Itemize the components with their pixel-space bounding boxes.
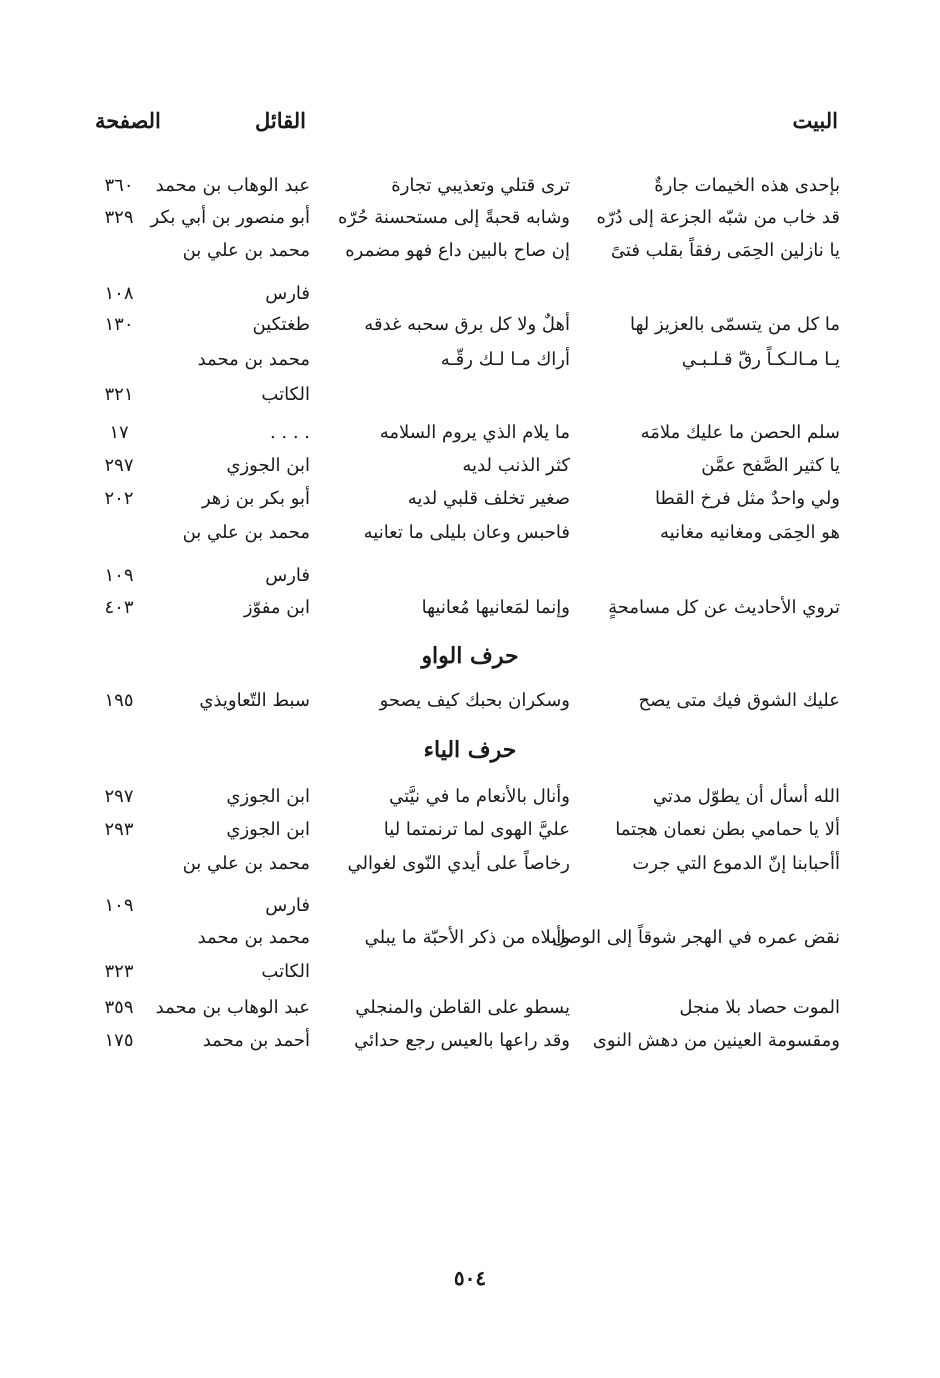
page-number: ٣٢٩ [104, 207, 134, 228]
index-row [0, 815, 940, 845]
index-row [0, 345, 940, 375]
page-number: ١٠٩ [104, 895, 134, 916]
page-number: ٢٩٧ [104, 455, 134, 476]
verse-first-hemistich: أأحبابنا إنّ الدموع التي جرت [632, 853, 840, 874]
index-row [0, 203, 940, 233]
speaker-name: محمد بن علي بن [182, 522, 310, 543]
speaker-name: محمد بن محمد [197, 927, 310, 948]
verse-second-hemistich: وأنال بالأنعام ما في نيَّتي [389, 786, 570, 807]
verse-first-hemistich: سلم الحصن ما عليك ملامَه [640, 422, 840, 443]
header-speaker: القائل [255, 108, 307, 133]
verse-second-hemistich: وأبلاه من ذكر الأحبّة ما يبلي [364, 927, 570, 948]
verse-second-hemistich: رخاصاً على أيدي النّوى لغوالي [347, 853, 570, 874]
verse-first-hemistich: عليك الشوق فيك متى يصح [638, 690, 840, 711]
verse-second-hemistich: صغير تخلف قلبي لديه [407, 488, 570, 509]
index-row [0, 380, 940, 410]
speaker-name: أبو بكر بن زهر [201, 488, 310, 509]
index-row [0, 993, 940, 1023]
verse-first-hemistich: يا كثير الصَّفح عمَّن [701, 455, 840, 476]
verse-second-hemistich: إن صاح بالبين داع فهو مضمره [345, 240, 570, 261]
page-number: ١٣٠ [104, 314, 134, 335]
verse-first-hemistich: ألا يا حمامي بطن نعمان هجتما [615, 819, 840, 840]
speaker-name: عبد الوهاب بن محمد [155, 997, 310, 1018]
section-heading-ya: حرف الياء [423, 737, 517, 763]
verse-second-hemistich: كثر الذنب لديه [462, 455, 570, 476]
verse-second-hemistich: وسكران بحبك كيف يصحو [379, 690, 570, 711]
speaker-name: طغتكين [252, 314, 310, 335]
page-number: ٤٠٣ [104, 597, 134, 618]
speaker-name: محمد بن علي بن [182, 853, 310, 874]
verse-first-hemistich: الله أسأل أن يطوّل مدتي [652, 786, 840, 807]
speaker-name: ابن الجوزي [226, 819, 310, 840]
verse-first-hemistich: الموت حصاد بلا منجل [679, 997, 840, 1018]
speaker-name: ابن مفوّز [243, 597, 310, 618]
speaker-name: فارس [265, 283, 310, 304]
page-number: ٢٩٣ [104, 819, 134, 840]
speaker-name: محمد بن محمد [197, 349, 310, 370]
verse-second-hemistich: أهلٌ ولا كل برق سحبه غدقه [364, 314, 570, 335]
index-row [0, 310, 940, 340]
speaker-name: الكاتب [261, 384, 310, 405]
verse-first-hemistich: تروي الأحاديث عن كل مسامحةٍ [608, 597, 840, 618]
index-row [0, 418, 940, 448]
verse-first-hemistich: ما كل من يتسمّى بالعزيز لها [630, 314, 840, 335]
verse-first-hemistich: يا نازلين الحِمَى رفقاً بقلب فتىً [610, 240, 840, 261]
speaker-name: فارس [265, 565, 310, 586]
index-row [0, 686, 940, 716]
speaker-name: أحمد بن محمد [202, 1030, 310, 1051]
speaker-name: الكاتب [261, 961, 310, 982]
verse-second-hemistich: عليَّ الهوى لما ترنمتما ليا [383, 819, 570, 840]
verse-second-hemistich: ما يلام الذي يروم السلامه [379, 422, 570, 443]
speaker-name: ابن الجوزي [226, 786, 310, 807]
page-number: ٣٦٠ [104, 175, 134, 196]
index-row [0, 561, 940, 591]
page-number: ١٧٥ [104, 1030, 134, 1051]
page-number: ٣٢٣ [104, 961, 134, 982]
verse-second-hemistich: وشابه قحبةً إلى مستحسنة حُرّه [338, 207, 570, 228]
speaker-name: عبد الوهاب بن محمد [155, 175, 310, 196]
verse-first-hemistich: هو الحِمَى ومغانيه مغانيه [660, 522, 840, 543]
header-page: الصفحة [95, 108, 161, 133]
index-row [0, 593, 940, 623]
speaker-name: محمد بن علي بن [182, 240, 310, 261]
verse-first-hemistich: نقض عمره في الهجر شوقاً إلى الوصل [552, 927, 840, 948]
verse-second-hemistich: ترى قتلي وتعذيبي تجارة [391, 175, 570, 196]
page-folio-number: ٥٠٤ [453, 1266, 487, 1290]
verse-second-hemistich: يسطو على القاطن والمنجلي [355, 997, 570, 1018]
verse-first-hemistich: ومقسومة العينين من دهش النوى [592, 1030, 840, 1051]
speaker-name: فارس [265, 895, 310, 916]
page-number: ٢٩٧ [104, 786, 134, 807]
verse-first-hemistich: ولي واحدٌ مثل فرخ القطا [654, 488, 840, 509]
section-heading-waw: حرف الواو [421, 643, 519, 669]
header-verse: البيت [792, 108, 838, 133]
speaker-name: . . . . [269, 422, 310, 443]
page-number: ١٠٨ [104, 283, 134, 304]
page-number: ٣٥٩ [104, 997, 134, 1018]
page-number: ١٠٩ [104, 565, 134, 586]
verse-second-hemistich: وإنما لمَعانيها مُعانيها [421, 597, 570, 618]
index-row [0, 451, 940, 481]
index-row [0, 518, 940, 548]
index-row [0, 171, 940, 201]
page-number: ١٧ [109, 422, 129, 443]
index-row [0, 849, 940, 879]
index-row [0, 236, 940, 266]
index-row [0, 891, 940, 921]
index-row [0, 923, 940, 953]
speaker-name: أبو منصور بن أبي بكر [150, 207, 310, 228]
index-row [0, 1026, 940, 1056]
page-number: ٢٠٢ [104, 488, 134, 509]
verse-first-hemistich: قد خاب من شبّه الجزعة إلى دُرّه [596, 207, 840, 228]
speaker-name: سبط التّعاويذي [199, 690, 310, 711]
verse-second-hemistich: فاحبس وعان بليلى ما تعانيه [363, 522, 570, 543]
index-row [0, 484, 940, 514]
verse-first-hemistich: بإحدى هذه الخيمات جارةٌ [654, 175, 840, 196]
speaker-name: ابن الجوزي [226, 455, 310, 476]
page-number: ٣٢١ [104, 384, 134, 405]
verse-second-hemistich: أراك مـا لـك رقّـه [440, 349, 570, 370]
index-row [0, 782, 940, 812]
index-row [0, 957, 940, 987]
verse-second-hemistich: وقد راعها بالعيس رجع حدائي [354, 1030, 570, 1051]
index-row [0, 279, 940, 309]
verse-first-hemistich: يـا مـالـكـاً رقّ قـلـبـي [681, 349, 840, 370]
page-number: ١٩٥ [104, 690, 134, 711]
